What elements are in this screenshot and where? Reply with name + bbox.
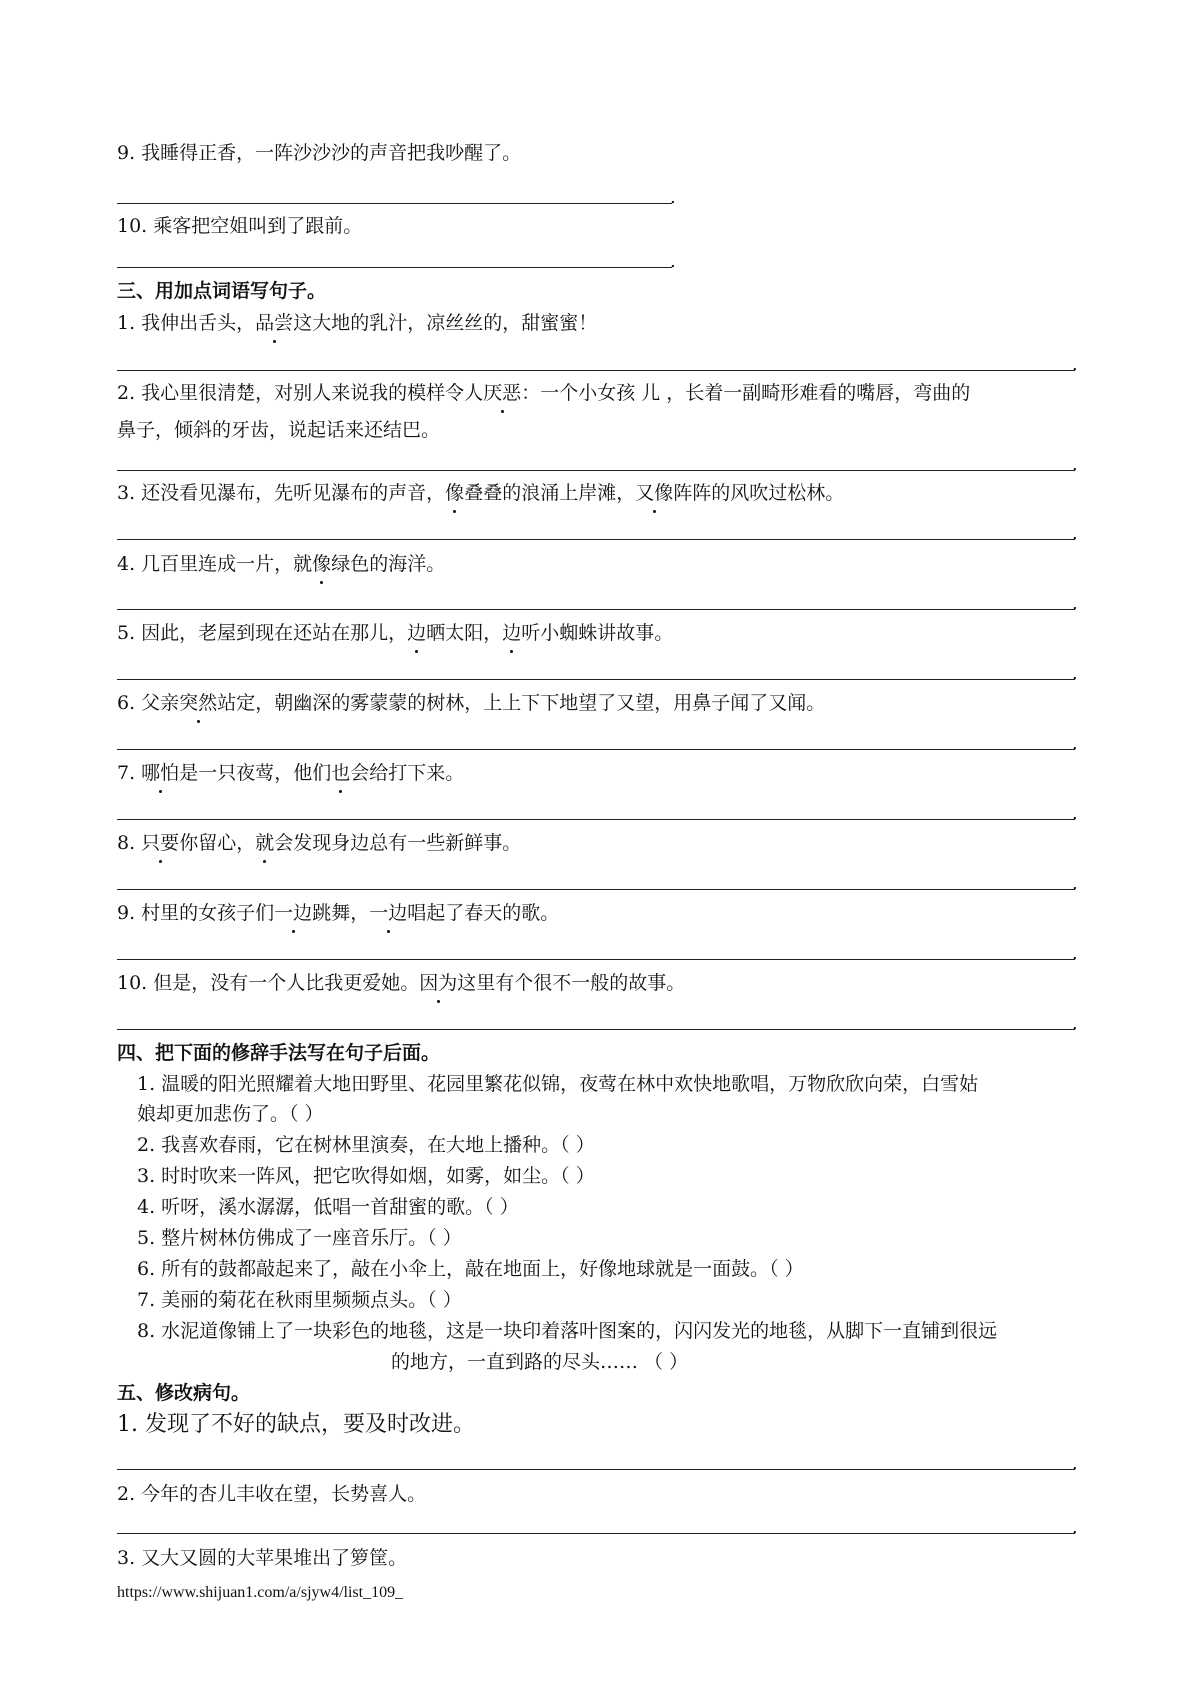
- p5-item-1: 1. 发现了不好的缺点，要及时改进。: [117, 1412, 475, 1437]
- answer-line[interactable]: [117, 1533, 1075, 1534]
- answer-end-mark: .: [1072, 1453, 1078, 1474]
- dotted-word: 像: [312, 553, 332, 575]
- p4-item-1: 1. 温暖的阳光照耀着大地田野里、花园里繁花似锦，夜莺在林中欢快地歌唱，万物欣欣向荣，白雪姑: [137, 1073, 979, 1095]
- answer-line[interactable]: [117, 203, 672, 204]
- answer-line[interactable]: [117, 819, 1075, 820]
- answer-end-mark: .: [1072, 523, 1078, 544]
- p3-item-3: 3. 还没看见瀑布，先听见瀑布的声音，像叠叠的浪涌上岸滩，又像阵阵的风吹过松林。: [117, 482, 845, 504]
- p3-item-4: 4. 几百里连成一片，就像绿色的海洋。: [117, 553, 446, 575]
- section-3-title: 三、用加点词语写句子。: [117, 280, 327, 302]
- dotted-word: 突然: [179, 692, 218, 714]
- p3-item-2: 2. 我心里很清楚，对别人来说我的模样令人厌恶：一个小女孩 儿 ，长着一副畸形难看的嘴唇，弯曲的: [117, 382, 971, 404]
- dotted-word: 像: [445, 482, 465, 504]
- p4-item-6: 6. 所有的鼓都敲起来了，敲在小伞上，敲在地面上，好像地球就是一面鼓。（ ）: [137, 1258, 804, 1280]
- dotted-word: 一边: [274, 902, 313, 924]
- p4-item-8: 8. 水泥道像铺上了一块彩色的地毯，这是一块印着落叶图案的，闪闪发光的地毯，从脚下一直铺到很远: [137, 1320, 998, 1342]
- p4-item-8-cont: 的地方，一直到路的尽头…… （ ）: [391, 1351, 689, 1373]
- p5-item-2: 2. 今年的杏儿丰收在望，长势喜人。: [117, 1483, 427, 1505]
- dotted-word: 只要: [141, 832, 180, 854]
- dotted-word: 因为: [419, 972, 458, 994]
- answer-end-mark: .: [1072, 593, 1078, 614]
- dotted-word: 也: [331, 762, 351, 784]
- dotted-word: 哪怕: [141, 762, 180, 784]
- dotted-word: 一边: [369, 902, 408, 924]
- answer-end-mark: .: [1072, 454, 1078, 475]
- answer-line[interactable]: [117, 889, 1075, 890]
- answer-end-mark: .: [1072, 943, 1078, 964]
- dotted-word: 品尝: [255, 312, 294, 334]
- p3-item-8: 8. 只要你留心，就会发现身边总有一些新鲜事。: [117, 832, 522, 854]
- answer-line[interactable]: [117, 1029, 1075, 1030]
- answer-end-mark: .: [1072, 354, 1078, 375]
- answer-line[interactable]: [117, 1469, 1075, 1470]
- answer-end-mark: .: [1072, 1517, 1078, 1538]
- dotted-word: 就: [255, 832, 275, 854]
- answer-line[interactable]: [117, 539, 1075, 540]
- dotted-word: 边: [407, 622, 427, 644]
- answer-line[interactable]: [117, 267, 672, 268]
- answer-end-mark: .: [1072, 1013, 1078, 1034]
- sentence-9: 9. 我睡得正香，一阵沙沙沙的声音把我吵醒了。: [117, 142, 522, 164]
- p4-item-4: 4. 听呀，溪水潺潺，低唱一首甜蜜的歌。（ ）: [137, 1196, 519, 1218]
- section-4-title: 四、把下面的修辞手法写在句子后面。: [117, 1042, 441, 1064]
- answer-end-mark: .: [670, 187, 676, 208]
- dotted-word: 边: [502, 622, 522, 644]
- answer-end-mark: .: [1072, 733, 1078, 754]
- answer-line[interactable]: [117, 609, 1075, 610]
- answer-end-mark: .: [1072, 803, 1078, 824]
- answer-line[interactable]: [117, 370, 1075, 371]
- answer-end-mark: .: [1072, 873, 1078, 894]
- p3-item-10: 10. 但是，没有一个人比我更爱她。因为这里有个很不一般的故事。: [117, 972, 686, 994]
- p3-item-5: 5. 因此，老屋到现在还站在那儿，边晒太阳，边听小蜘蛛讲故事。: [117, 622, 674, 644]
- p4-item-1-cont: 娘却更加悲伤了。（ ）: [137, 1103, 324, 1125]
- p5-item-3: 3. 又大又圆的大苹果堆出了箩筐。: [117, 1547, 408, 1569]
- answer-line[interactable]: [117, 959, 1075, 960]
- sentence-10: 10. 乘客把空姐叫到了跟前。: [117, 215, 363, 237]
- p3-item-1: 1. 我伸出舌头，品尝这大地的乳汁，凉丝丝的，甜蜜蜜！: [117, 312, 598, 334]
- dotted-word: 又像: [635, 482, 674, 504]
- p3-item-2-cont: 鼻子，倾斜的牙齿，说起话来还结巴。: [117, 419, 441, 441]
- p3-item-9: 9. 村里的女孩子们一边跳舞，一边唱起了春天的歌。: [117, 902, 560, 924]
- answer-line[interactable]: [117, 749, 1075, 750]
- answer-line[interactable]: [117, 470, 1075, 471]
- answer-end-mark: .: [1072, 663, 1078, 684]
- dotted-word: 厌恶: [483, 382, 522, 404]
- p3-item-6: 6. 父亲突然站定，朝幽深的雾蒙蒙的树林，上上下下地望了又望，用鼻子闻了又闻。: [117, 692, 826, 714]
- section-5-title: 五、修改病句。: [117, 1382, 251, 1404]
- answer-end-mark: .: [670, 251, 676, 272]
- p3-item-7: 7. 哪怕是一只夜莺，他们也会给打下来。: [117, 762, 465, 784]
- p4-item-3: 3. 时时吹来一阵风，把它吹得如烟，如雾，如尘。（ ）: [137, 1165, 595, 1187]
- p4-item-2: 2. 我喜欢春雨，它在树林里演奏，在大地上播种。（ ）: [137, 1134, 595, 1156]
- answer-line[interactable]: [117, 679, 1075, 680]
- p4-item-7: 7. 美丽的菊花在秋雨里频频点头。（ ）: [137, 1289, 462, 1311]
- p4-item-5: 5. 整片树林仿佛成了一座音乐厅。（ ）: [137, 1227, 462, 1249]
- source-url[interactable]: https://www.shijuan1.com/a/sjyw4/list_109_: [117, 1584, 404, 1601]
